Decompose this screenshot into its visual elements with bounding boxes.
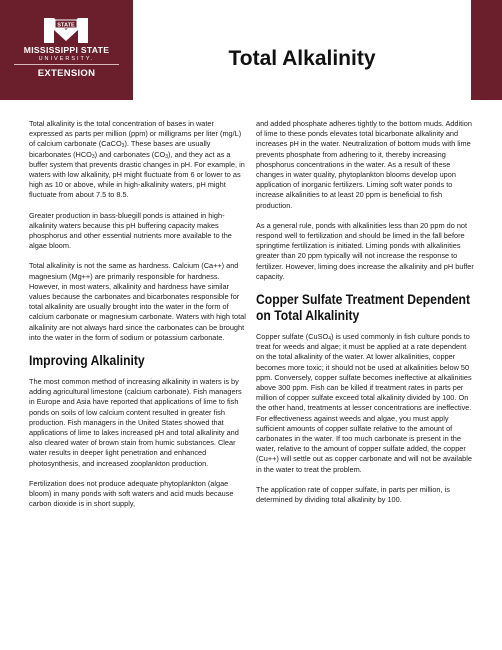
production-paragraph: Greater production in bass-bluegill ponds is attained in high-alkalinity waters because this pH buffering capacity makes phosphorus and other essential nutrients more available to the algae bloom.: [29, 210, 232, 251]
copper-sulfate-paragraph: Copper sulfate (CuSO$_4$) is used commonly in fish culture ponds to treat for weeds and algae; it must be applied at a rate dependent on the total alkalinity of the water. At lower alkalinities, copper becomes more toxic; it should not be used at alkalinities below 50 ppm. Conversely, copper sulfate becomes ineffective at alkalinities above 300 ppm. Fish can be killed if treatment rates in parts per million of copper sulfate exceed total alkalinity divided by 100. On the other hand, treatments at lesser concentrations are ineffective. For effectiveness against weeds and algae, you must apply sufficient amounts of copper sulfate relative to the amount of carbonates in the water. If too much carbonate is present in the water, relative to the amount of copper sulfate added, the copper (Cu++) will settle out as copper carbonate and will not be available in the water to treat the problem.: [256, 332, 472, 474]
logo-shield-text: STATE: [57, 22, 75, 29]
application-rate-paragraph: The application rate of copper sulfate, in parts per million, is determined by dividing total alkalinity by 100.: [256, 484, 450, 505]
page-header: [0, 0, 502, 100]
page-title: Total Alkalinity: [228, 47, 376, 70]
fertilization-paragraph: Fertilization does not produce adequate phytoplankton (algae bloom) in many ponds with soft waters and acid muds because carbon dioxide is in short supply,: [29, 478, 234, 509]
heading-improving-alkalinity: Improving Alkalinity: [29, 353, 145, 369]
msu-m-logo-icon: [42, 14, 90, 44]
logo-divider: [14, 64, 119, 65]
intro-paragraph: Total alkalinity is the total concentration of bases in water expressed as parts per million (ppm) or milligrams per liter (mg/L) of calcium carbonate (CaCO$_3$). These bases are usually bicarbonates $(HCO_3)$ and carbonates $(CO_3)$, and they act as a buffer system that prevents drastic changes in pH. For example, in waters with low alkalinity, pH might fluctuate from 6 or lower to as high as 10 or above, while in high-alkalinity waters, pH might fluctuate from about 7.5 to 8.5.: [29, 119, 245, 200]
phosphate-paragraph: and added phosphate adheres tightly to the bottom muds. Addition of lime to these ponds elevates total bicarbonate alkalinity and increases pH in the water. Neutralization of bottom muds with lime prevents phosphate from adhering to it, thereby increasing phosphorus concentrations in the water. As a result of these changes in water quality, phytoplankton blooms develop upon application of inorganic fertilizers. Liming soft water ponds to increase alkalinities to at least 20 ppm is beneficial to fish production.: [256, 119, 472, 210]
general-rule-paragraph: As a general rule, ponds with alkalinities less than 20 ppm do not respond well to fertilization and should be limed in the fall before springtime fertilization is initiated. Liming ponds with alkalinities greater than 20 ppm typically will not increase the response to fertilizer. However, liming does increase the alkalinity and pH buffer capacity.: [256, 220, 474, 281]
org-unit: EXTENSION: [37, 68, 96, 79]
right-column: [256, 119, 474, 515]
heading-copper-sulfate: Copper Sulfate Treatment Dependent on Total Alkalinity: [256, 292, 471, 324]
msu-extension-logo[interactable]: [0, 0, 133, 100]
header-accent-bar: [471, 0, 502, 100]
left-column: [29, 119, 247, 520]
org-name: MISSISSIPPI STATE: [23, 45, 110, 55]
hardness-paragraph: Total alkalinity is not the same as hardness. Calcium (Ca++) and magnesium (Mg++) are primarily responsible for hardness. However, in most waters, alkalinity and hardness have similar values because the carbonates and bicarbonates responsible for total alkalinity are usually brought into the water in the form of calcium carbonate or magnesium carbonate. Waters with high total alkalinity are not always hard since the carbonates can be brought into the water in the form of sodium or potassium carbonate.: [29, 261, 246, 342]
limestone-paragraph: The most common method of increasing alkalinity in waters is by adding agricultural limestone (calcium carbonate). Fish managers in Europe and Asia have reported that applications of lime to fish ponds on soils of low calcium content resulted in greater fish production. Fish managers in the United States showed that applications of lime to lakes increased pH and total alkalinity and also cleared water of brown stain from humic substances. Clear water results in deeper light penetration and enhanced photosynthesis, and increased zooplankton production.: [29, 377, 242, 468]
org-subtitle: UNIVERSITY.: [38, 56, 95, 62]
